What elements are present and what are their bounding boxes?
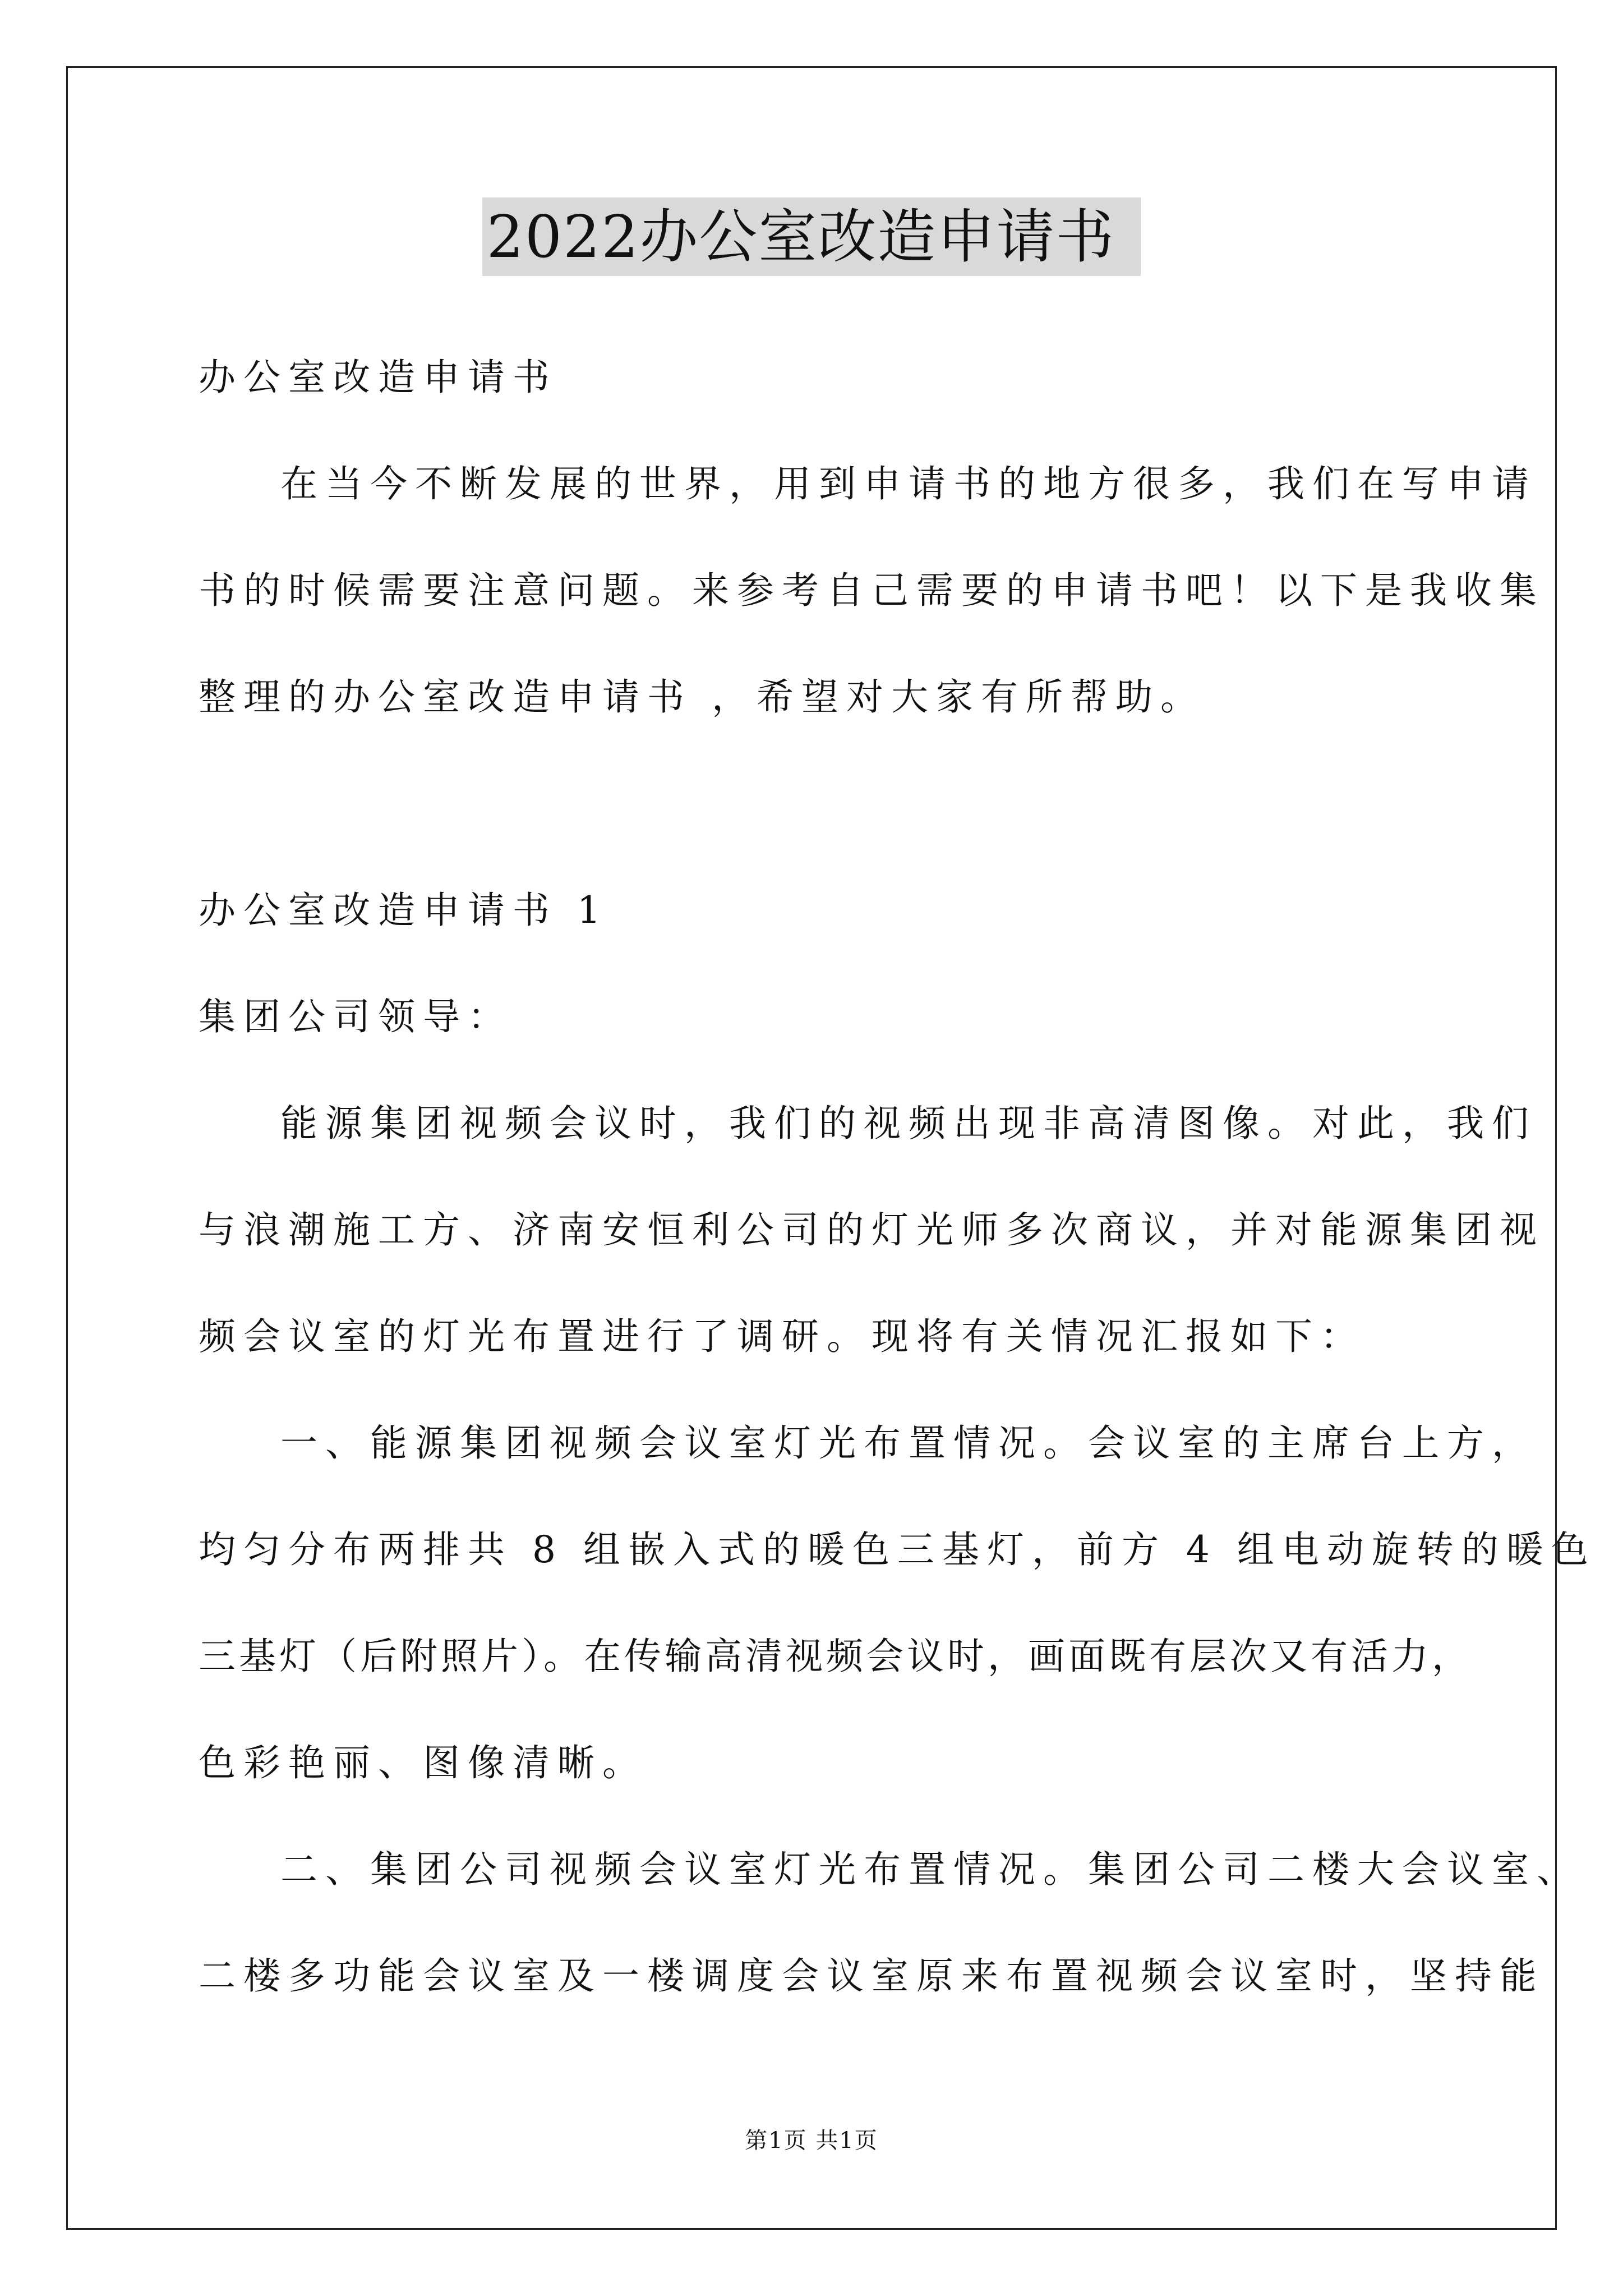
body-line-3: 频会议室的灯光布置进行了调研。现将有关情况汇报如下： (199, 1315, 1365, 1358)
title-container (0, 197, 1623, 276)
intro-line-1: 在当今不断发展的世界，用到申请书的地方很多，我们在写申请 (280, 462, 1537, 505)
body-line-1: 能源集团视频会议时，我们的视频出现非高清图像。对此，我们 (280, 1102, 1537, 1145)
intro-line-3: 整理的办公室改造申请书 ，希望对大家有所帮助。 (199, 675, 1205, 719)
subtitle-line: 办公室改造申请书 (199, 356, 557, 399)
body-line-4: 一、能源集团视频会议室灯光布置情况。会议室的主席台上方， (280, 1421, 1537, 1465)
body-line-2: 与浪潮施工方、济南安恒利公司的灯光师多次商议，并对能源集团视 (199, 1208, 1544, 1251)
section-heading: 办公室改造申请书 1 (199, 889, 608, 932)
body-line-8: 二、集团公司视频会议室灯光布置情况。集团公司二楼大会议室、 (280, 1848, 1581, 1891)
page-footer: 第1页 共1页 (745, 2128, 878, 2154)
body-line-6: 三基灯（后附照片）。在传输高清视频会议时，画面既有层次又有活力， (199, 1635, 1472, 1678)
intro-line-2: 书的时候需要注意问题。来参考自己需要的申请书吧！以下是我收集 (199, 569, 1544, 612)
body-line-9: 二楼多功能会议室及一楼调度会议室原来布置视频会议室时，坚持能 (199, 1954, 1544, 1998)
body-line-7: 色彩艳丽、图像清晰。 (199, 1741, 647, 1784)
salutation-line: 集团公司领导： (199, 995, 513, 1038)
body-line-5: 均匀分布两排共 8 组嵌入式的暖色三基灯，前方 4 组电动旋转的暖色 (199, 1528, 1596, 1571)
document-title: 2022办公室改造申请书 (482, 197, 1141, 276)
